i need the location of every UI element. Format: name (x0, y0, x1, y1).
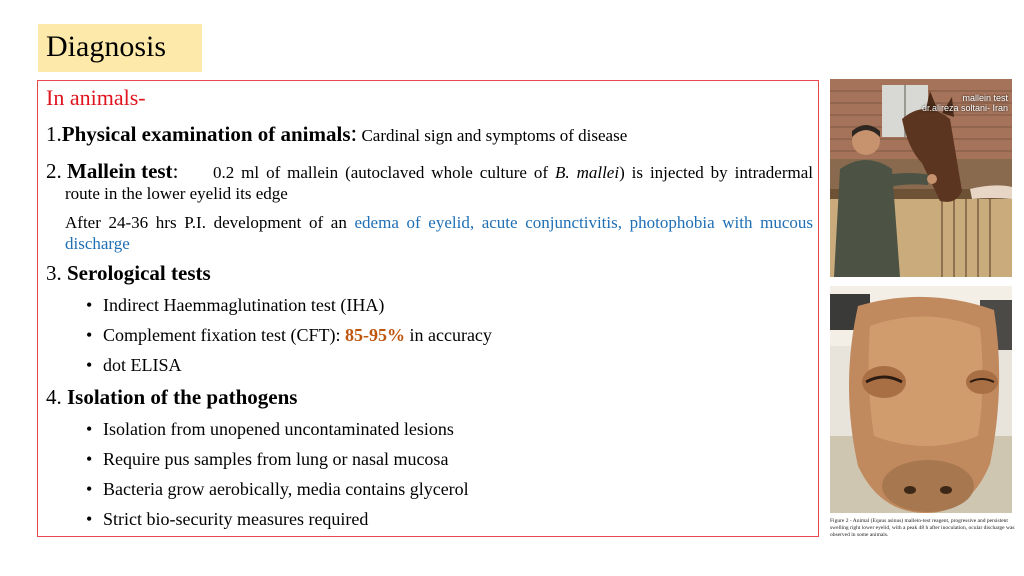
list-item (86, 449, 448, 470)
figure-caption: Figure 2 - Animal (Equus asinus) mallein-test reagent, progressive and persistent swelling right lower eyelid, with a peak 48 h after inoculation, ocular discharge was observed in some animals. (830, 518, 1015, 538)
bullet-text: dot ELISA (103, 355, 182, 375)
title-box (38, 24, 202, 72)
item-2-paragraph (65, 212, 813, 254)
item-1-number: 1. (46, 122, 62, 146)
photo-caption (922, 93, 1008, 113)
subheading: In animals- (46, 85, 146, 110)
bullet-dot: • (86, 419, 93, 439)
bullet-text: Isolation from unopened uncontaminated lesions (103, 419, 454, 439)
bullet-dot: • (86, 509, 93, 529)
swollen-eyelid-illustration (830, 286, 1012, 513)
item-4 (46, 385, 297, 410)
swollen-eyelid-photo (830, 286, 1012, 513)
item-3 (46, 261, 211, 286)
item-4-number: 4. (46, 385, 67, 409)
bullet-dot: • (86, 295, 93, 315)
photo-caption-line-1: mallein test (962, 93, 1008, 103)
item-2-para-text: After 24-36 hrs P.I. development of an (65, 213, 355, 232)
item-2-para-highlight: edema of eyelid, acute conjunctivitis, photophobia with mucous discharge (65, 213, 813, 253)
item-2-number: 2. (46, 159, 67, 183)
item-3-heading: Serological tests (67, 261, 211, 285)
item-1-text: Cardinal sign and symptoms of disease (357, 126, 628, 145)
mallein-test-photo (830, 79, 1012, 277)
item-4-heading: Isolation of the pathogens (67, 385, 298, 409)
bullet-dot: • (86, 479, 93, 499)
bullet-text: Require pus samples from lung or nasal mucosa (103, 449, 449, 469)
list-item (86, 509, 368, 530)
content-box (37, 80, 819, 537)
item-1-heading: Physical examination of animals (61, 122, 351, 146)
item-2-italic: B. mallei (555, 163, 620, 182)
slide-title: Diagnosis (46, 30, 166, 63)
item-3-number: 3. (46, 261, 67, 285)
item-1 (46, 121, 627, 148)
bullet-text: Strict bio-security measures required (103, 509, 369, 529)
item-2-text-a: 0.2 ml of mallein (autoclaved whole culture of (213, 163, 556, 182)
list-item (86, 355, 182, 376)
item-2-colon: : (172, 159, 179, 183)
list-item (86, 419, 454, 440)
bullet-dot: • (86, 355, 93, 375)
accuracy-value: 85-95% (344, 325, 405, 345)
bullet-dot: • (86, 325, 93, 345)
list-item (86, 295, 384, 316)
photo-caption-line-2: dr.alireza soltani- Iran (921, 103, 1008, 113)
item-1-colon: : (350, 121, 358, 147)
accuracy-suffix: in accuracy (404, 325, 492, 345)
bullet-text: Indirect Haemmaglutination test (IHA) (103, 295, 385, 315)
bullet-dot: • (86, 449, 93, 469)
item-2-text (65, 162, 813, 204)
list-item (86, 479, 469, 500)
bullet-text: Bacteria grow aerobically, media contains glycerol (103, 479, 469, 499)
bullet-text: Complement fixation test (CFT): (103, 325, 345, 345)
item-2-heading: Mallein test (67, 159, 173, 183)
list-item (86, 325, 492, 346)
item-2-text-b: ) is injected by intradermal route in the lower eyelid its edge (65, 163, 813, 203)
